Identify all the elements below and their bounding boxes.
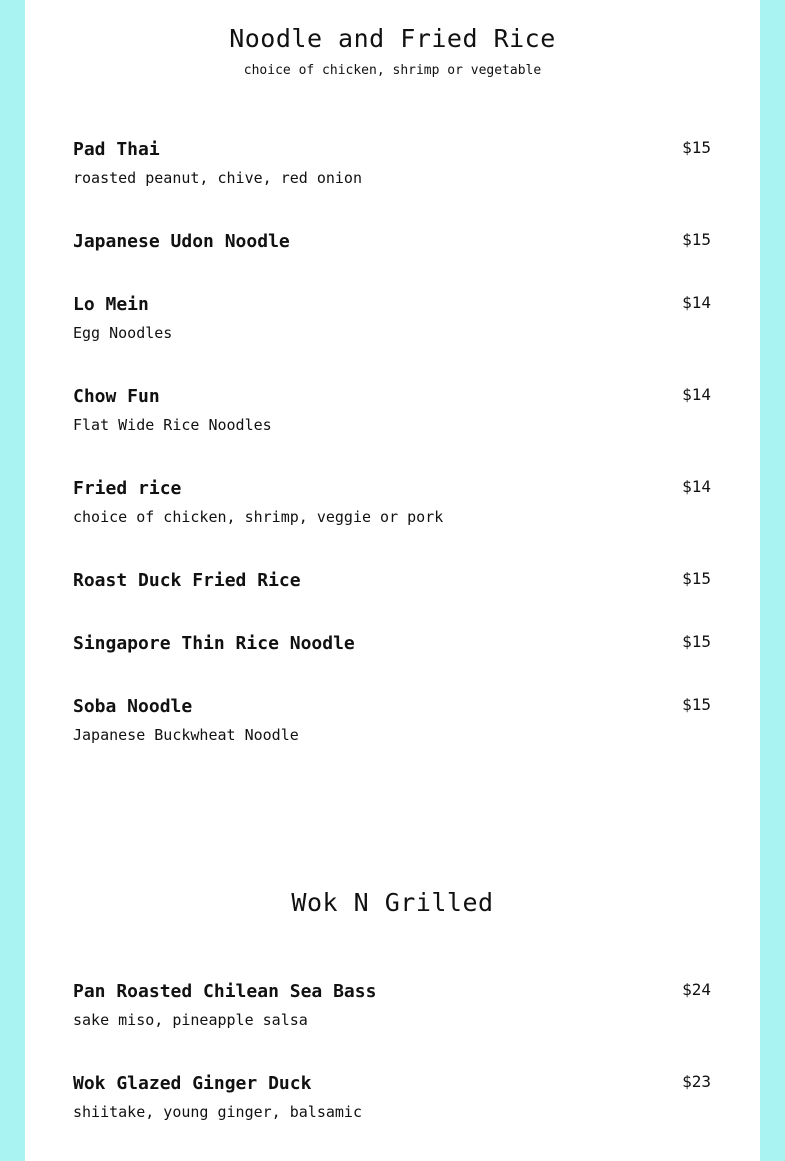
item-price: $15 (682, 569, 711, 588)
item-price: $14 (682, 293, 711, 312)
item-description: Flat Wide Rice Noodles (73, 416, 272, 434)
menu-page (25, 0, 760, 1161)
item-name: Soba Noodle (73, 696, 193, 717)
item-description: Egg Noodles (73, 324, 173, 342)
item-description: choice of chicken, shrimp, veggie or pork (73, 508, 444, 526)
item-name: Chow Fun (73, 386, 160, 407)
item-description: Japanese Buckwheat Noodle (73, 726, 299, 744)
item-name: Pan Roasted Chilean Sea Bass (73, 981, 377, 1002)
item-description: sake miso, pineapple salsa (73, 1011, 308, 1029)
item-price: $15 (682, 138, 711, 157)
item-name: Fried rice (73, 478, 182, 499)
item-price: $23 (682, 1072, 711, 1091)
section-title-wok-n-grilled: Wok N Grilled (291, 888, 494, 917)
item-price: $24 (682, 980, 711, 999)
item-price: $14 (682, 385, 711, 404)
section-title-noodle-fried-rice: Noodle and Fried Rice (229, 24, 556, 53)
item-name: Wok Glazed Ginger Duck (73, 1073, 312, 1094)
item-price: $15 (682, 695, 711, 714)
item-name: Lo Mein (73, 294, 149, 315)
item-description: shiitake, young ginger, balsamic (73, 1103, 362, 1121)
section-subtitle: choice of chicken, shrimp or vegetable (243, 63, 542, 78)
item-price: $14 (682, 477, 711, 496)
item-price: $15 (682, 632, 711, 651)
item-name: Singapore Thin Rice Noodle (73, 633, 355, 654)
item-price: $15 (682, 230, 711, 249)
item-name: Roast Duck Fried Rice (73, 570, 301, 591)
item-name: Japanese Udon Noodle (73, 231, 290, 252)
item-name: Pad Thai (73, 139, 160, 160)
item-description: roasted peanut, chive, red onion (73, 169, 362, 187)
